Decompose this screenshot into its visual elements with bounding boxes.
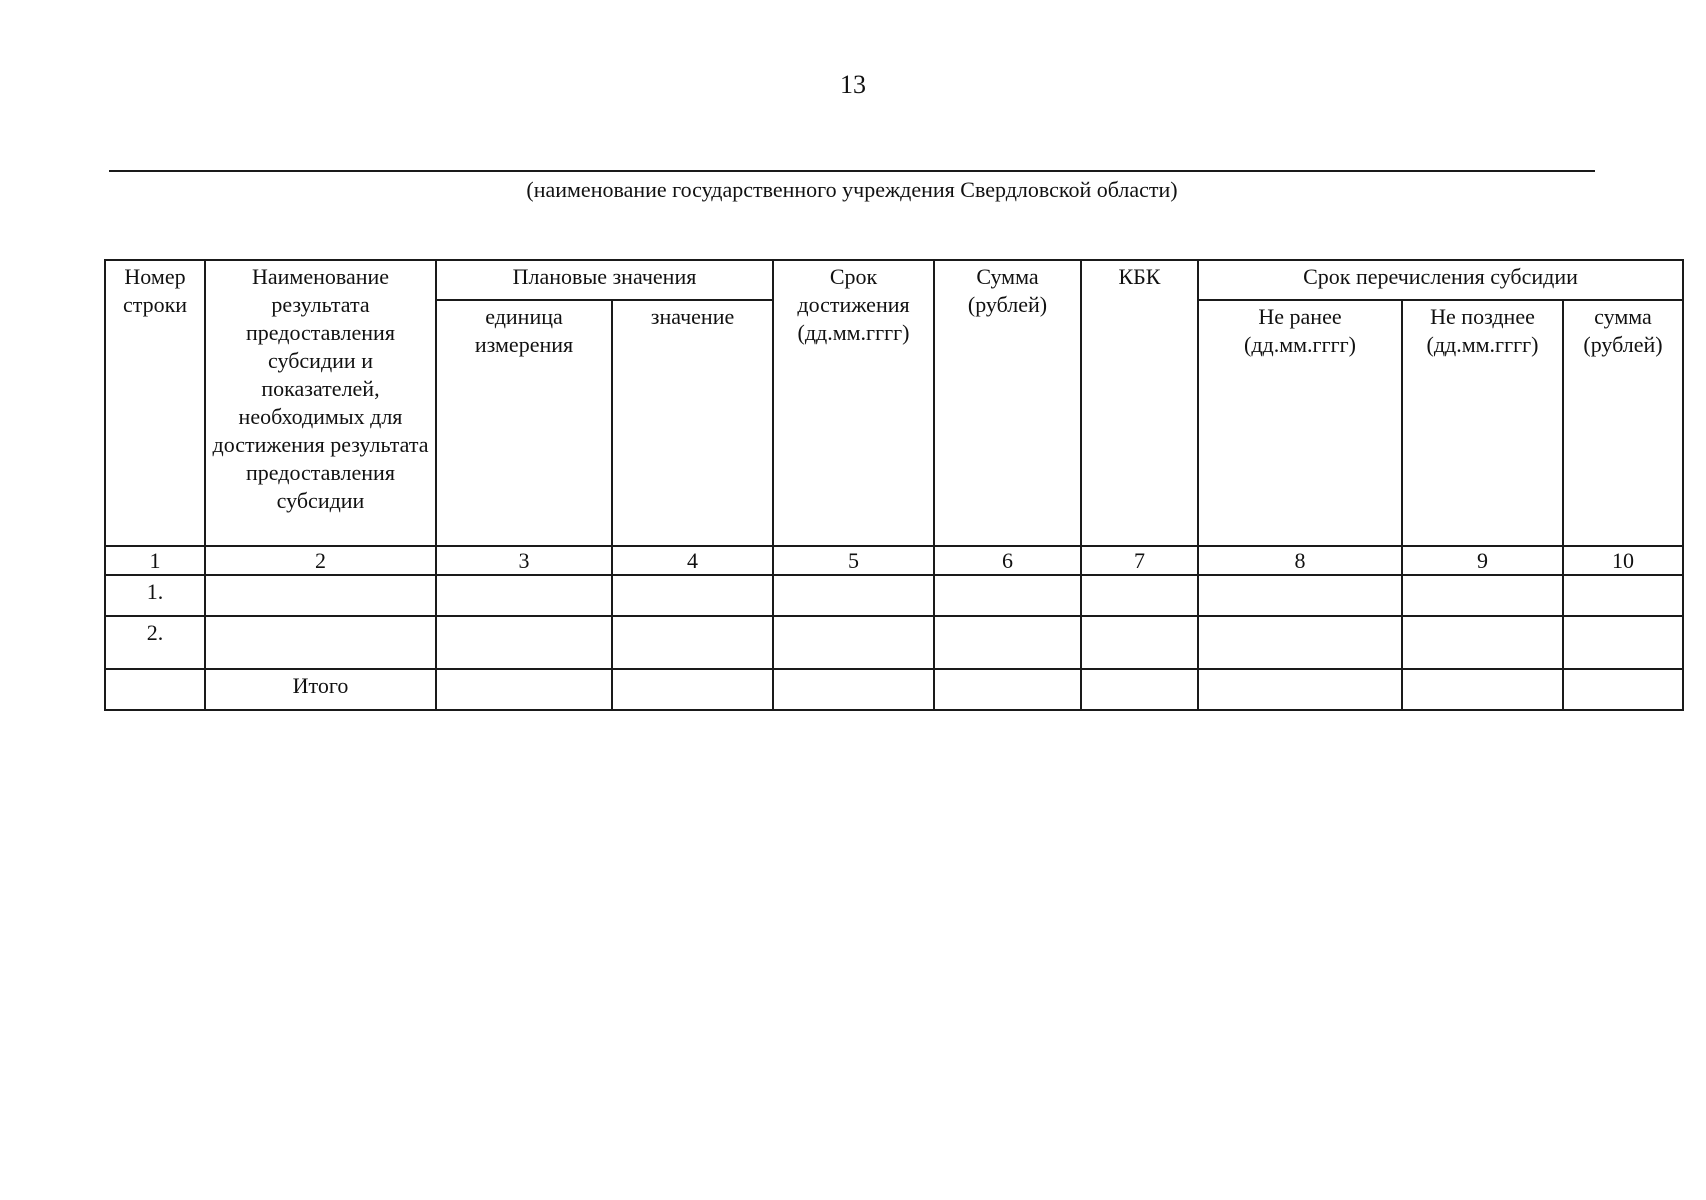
header-planned-values: Плановые значения <box>436 260 773 300</box>
column-number: 10 <box>1563 546 1683 575</box>
column-number: 9 <box>1402 546 1563 575</box>
column-number: 8 <box>1198 546 1402 575</box>
unit-cell <box>436 616 612 669</box>
header-row-number: Номер строки <box>105 260 205 546</box>
result-name-cell <box>205 575 436 616</box>
column-number: 5 <box>773 546 934 575</box>
column-number: 2 <box>205 546 436 575</box>
kbk-cell <box>1081 616 1198 669</box>
column-number: 7 <box>1081 546 1198 575</box>
row-number-cell <box>105 669 205 710</box>
header-unit: единица измерения <box>436 300 612 546</box>
not-later-cell <box>1402 575 1563 616</box>
table-row <box>105 575 1683 616</box>
header-not-earlier: Не ранее (дд.мм.гггг) <box>1198 300 1402 546</box>
header-amount: Сумма (рублей) <box>934 260 1081 546</box>
column-number: 3 <box>436 546 612 575</box>
amount-cell <box>934 575 1081 616</box>
column-number: 1 <box>105 546 205 575</box>
row-number-cell: 2. <box>105 616 205 669</box>
header-result-name: Наименование результата предоставления субсидии и показателей, необходимых для достижения результата предоставления субсидии <box>205 260 436 546</box>
kbk-cell <box>1081 669 1198 710</box>
org-name-underline <box>109 170 1595 172</box>
page-number: 13 <box>840 70 866 99</box>
org-name-caption: (наименование государственного учреждения Свердловской области) <box>526 177 1178 202</box>
header-value: значение <box>612 300 773 546</box>
not-earlier-cell <box>1198 616 1402 669</box>
column-number-row <box>105 546 1683 575</box>
subsidy-results-table <box>104 259 1684 711</box>
total-label: Итого <box>205 669 436 710</box>
header-kbk: КБК <box>1081 260 1198 546</box>
header-transfer-term: Срок перечисления субсидии <box>1198 260 1683 300</box>
unit-cell <box>436 669 612 710</box>
amount-cell <box>934 616 1081 669</box>
column-number: 4 <box>612 546 773 575</box>
row-number-cell: 1. <box>105 575 205 616</box>
value-cell <box>612 669 773 710</box>
not-earlier-cell <box>1198 575 1402 616</box>
transfer-amount-cell <box>1563 616 1683 669</box>
header-deadline: Срок достижения (дд.мм.гггг) <box>773 260 934 546</box>
transfer-amount-cell <box>1563 669 1683 710</box>
deadline-cell <box>773 616 934 669</box>
value-cell <box>612 616 773 669</box>
total-row <box>105 669 1683 710</box>
unit-cell <box>436 575 612 616</box>
column-number: 6 <box>934 546 1081 575</box>
deadline-cell <box>773 575 934 616</box>
not-later-cell <box>1402 669 1563 710</box>
table-row <box>105 616 1683 669</box>
amount-cell <box>934 669 1081 710</box>
kbk-cell <box>1081 575 1198 616</box>
not-earlier-cell <box>1198 669 1402 710</box>
result-name-cell <box>205 616 436 669</box>
not-later-cell <box>1402 616 1563 669</box>
transfer-amount-cell <box>1563 575 1683 616</box>
deadline-cell <box>773 669 934 710</box>
value-cell <box>612 575 773 616</box>
header-transfer-amount: сумма (рублей) <box>1563 300 1683 546</box>
header-not-later: Не позднее (дд.мм.гггг) <box>1402 300 1563 546</box>
